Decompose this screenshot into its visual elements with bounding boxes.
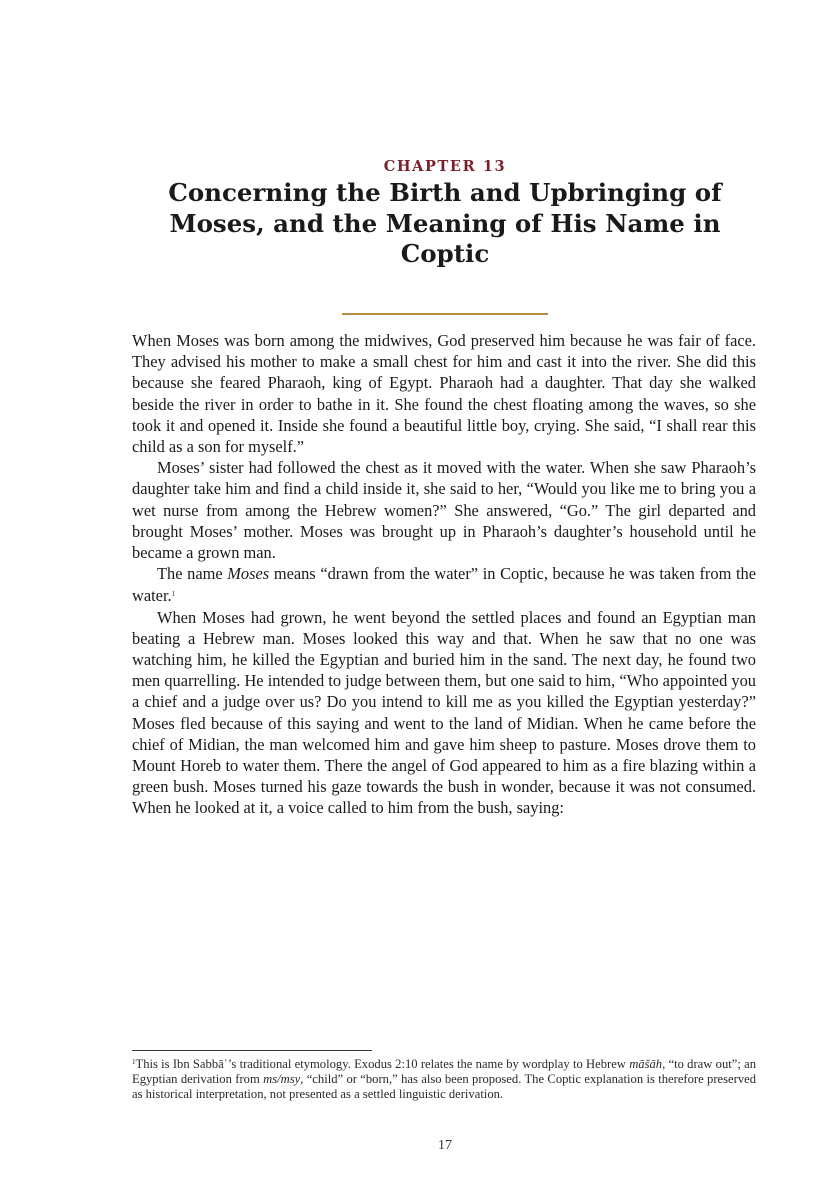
italic-term: Moses — [227, 564, 270, 584]
paragraph: When Moses was born among the midwives, God preserved him because he was fair of face. They advised his mother to make a small chest for him and cast it into the river. She did this because she feared Pharaoh, king of Egypt. Pharaoh had a daughter. That day she walked beside the river in order to bathe in it. She found the chest floating among the waves, so she took it and opened it. Inside she found a beautiful little boy, crying. She said, “I shall rear this child as a son for myself.” — [132, 331, 756, 457]
footnote-marker: 1 — [132, 1058, 136, 1066]
chapter-label: CHAPTER 13 — [383, 158, 507, 175]
paragraph: Moses’ sister had followed the chest as it moved with the water. When she saw Pharaoh’s daughter take him and find a child inside it, she said to her, “Would you like me to bring you a wet nurse from among the Hebrew women?” She answered, “Go.” The girl departed and brought Moses’ mother. Moses was brought up in Pharaoh’s daughter’s household until he became a grown man. — [132, 458, 756, 563]
chapter-title-line: Coptic — [400, 239, 490, 268]
footnote-reference[interactable]: 1 — [171, 590, 176, 599]
chapter-title-line: Moses, and the Meaning of His Name in — [169, 208, 721, 238]
chapter-title-line: Concerning the Birth and Upbringing of — [168, 178, 722, 207]
title-divider — [342, 313, 548, 315]
footnote-divider — [132, 1050, 372, 1051]
paragraph: When Moses had grown, he went beyond the settled places and found an Egyptian man beating a Hebrew man. Moses looked this way and that. When he saw that no one was watching him, he killed the Egyptian and buried him in the sand. The next day, he found two men quarrelling. He intended to judge between them, but one said to him, “Who appointed you a chief and a judge over us? Do you intend to kill me as you killed the Egyptian yesterday?” Moses fled because of this saying and went to the land of Midian. When he came before the chief of Midian, the man welcomed him and gave him sheep to pasture. Moses drove them to Mount Horeb to water them. There the angel of God appeared to him as a fire blazing within a green bush. Moses turned his gaze towards the bush in wonder, because it was not consumed. When he looked at it, a voice called to him from the bush, saying: — [132, 607, 756, 818]
page-number: 17 — [438, 1138, 452, 1153]
chapter-title — [130, 178, 760, 270]
footnote: $^1$This is Ibn Sabbāʿ’s traditional etymology. Exodus 2:10 relates the name by wordplay to Hebrew māšāh, “to draw out”; an Egyptian derivation from ms/msy, “child” or “born,” has also been proposed. The Coptic explanation is therefore preserved as historical interpretation, not presented as a settled linguistic derivation. — [132, 1057, 757, 1101]
chapter-body — [132, 330, 756, 819]
paragraph: The name Moses means “drawn from the water” in Coptic, because he was taken from the water.$^1$ — [132, 564, 756, 606]
